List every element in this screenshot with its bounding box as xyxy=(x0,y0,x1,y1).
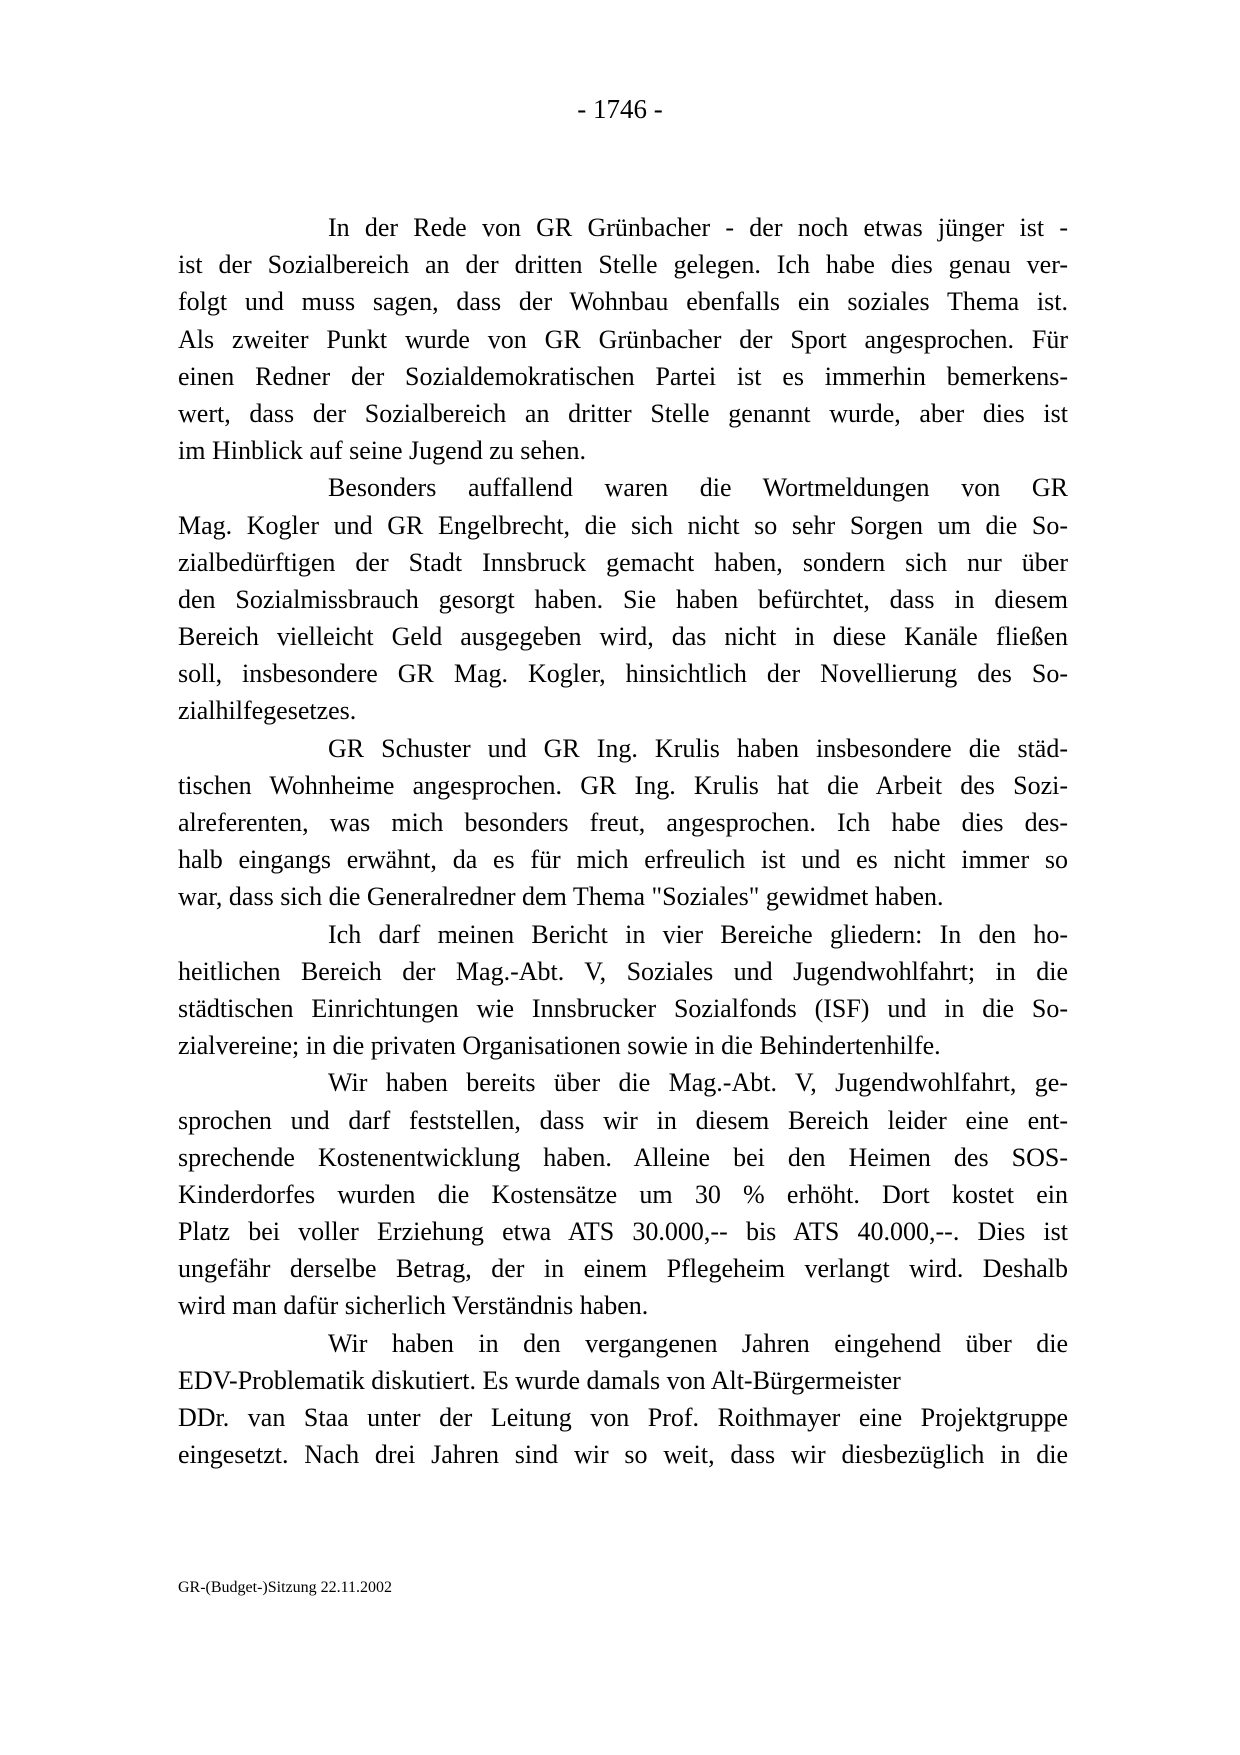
text-line: folgt und muss sagen, dass der Wohnbau ebenfalls ein soziales Thema ist. xyxy=(178,287,1068,317)
text-line: halb eingangs erwähnt, da es für mich erfreulich ist und es nicht immer so xyxy=(178,845,1068,875)
text-line: Ich darf meinen Bericht in vier Bereiche gliedern: In den ho- xyxy=(328,919,1068,949)
text-line: Kinderdorfes wurden die Kostensätze um 30 % erhöht. Dort kostet ein xyxy=(178,1179,1068,1209)
text-line: alreferenten, was mich besonders freut, angesprochen. Ich habe dies des- xyxy=(178,808,1068,837)
paragraph xyxy=(178,209,1068,469)
text-line: ungefähr derselbe Betrag, der in einem Pflegeheim verlangt wird. Deshalb xyxy=(178,1254,1068,1284)
page-number: - 1746 - xyxy=(577,94,663,124)
text-line: zialvereine; in die privaten Organisationen sowie in die Behindertenhilfe. xyxy=(178,1031,941,1061)
text-line: einen Redner der Sozialdemokratischen Partei ist es immerhin bemerkens- xyxy=(178,361,1068,391)
text-line: Als zweiter Punkt wurde von GR Grünbacher der Sport angesprochen. Für xyxy=(178,324,1068,354)
text-line: Wir haben bereits über die Mag.-Abt. V, Jugendwohlfahrt, ge- xyxy=(328,1068,1068,1098)
text-line: soll, insbesondere GR Mag. Kogler, hinsichtlich der Novellierung des So- xyxy=(178,659,1068,689)
text-line: eingesetzt. Nach drei Jahren sind wir so weit, dass wir diesbezüglich in die xyxy=(178,1440,1068,1470)
text-line: im Hinblick auf seine Jugend zu sehen. xyxy=(178,436,586,466)
text-line: den Sozialmissbrauch gesorgt haben. Sie haben befürchtet, dass in diesem xyxy=(178,584,1068,614)
paragraph xyxy=(178,469,1068,729)
text-line: zialhilfegesetzes. xyxy=(178,696,357,726)
text-line: EDV-Problematik diskutiert. Es wurde damals von Alt-Bürgermeister xyxy=(178,1365,901,1395)
text-line: sprochen und darf feststellen, dass wir in diesem Bereich leider eine ent- xyxy=(178,1105,1068,1135)
text-line: tischen Wohnheime angesprochen. GR Ing. Krulis hat die Arbeit des Sozi- xyxy=(178,770,1068,800)
text-line: zialbedürftigen der Stadt Innsbruck gemacht haben, sondern sich nur über xyxy=(178,547,1068,577)
text-line: wert, dass der Sozialbereich an dritter Stelle genannt wurde, aber dies ist xyxy=(178,398,1068,428)
footer-session-date: GR-(Budget-)Sitzung 22.11.2002 xyxy=(178,1579,393,1596)
text-line: städtischen Einrichtungen wie Innsbrucker Sozialfonds (ISF) und in die So- xyxy=(178,993,1068,1023)
text-line: sprechende Kostenentwicklung haben. Alleine bei den Heimen des SOS- xyxy=(178,1142,1068,1172)
text-line: war, dass sich die Generalredner dem Thema "Soziales" gewidmet haben. xyxy=(178,882,944,912)
text-line: DDr. van Staa unter der Leitung von Prof. Roithmayer eine Projektgruppe xyxy=(178,1403,1068,1432)
text-line: ist der Sozialbereich an der dritten Stelle gelegen. Ich habe dies genau ver- xyxy=(178,250,1068,280)
text-line: Platz bei voller Erziehung etwa ATS 30.000,-- bis ATS 40.000,--. Dies ist xyxy=(178,1217,1068,1247)
text-line: heitlichen Bereich der Mag.-Abt. V, Soziales und Jugendwohlfahrt; in die xyxy=(178,956,1068,986)
text-line: Wir haben in den vergangenen Jahren eingehend über die xyxy=(328,1328,1068,1358)
paragraph xyxy=(178,916,1068,1065)
text-line: wird man dafür sicherlich Verständnis haben. xyxy=(178,1291,649,1321)
text-line: Bereich vielleicht Geld ausgegeben wird, das nicht in diese Kanäle fließen xyxy=(178,622,1068,652)
text-line: Mag. Kogler und GR Engelbrecht, die sich nicht so sehr Sorgen um die So- xyxy=(178,510,1068,540)
paragraph xyxy=(178,1325,1068,1474)
body-text xyxy=(178,209,1068,1473)
text-line: Besonders auffallend waren die Wortmeldungen von GR xyxy=(328,473,1068,503)
text-line: In der Rede von GR Grünbacher - der noch etwas jünger ist - xyxy=(328,213,1068,242)
paragraph xyxy=(178,1064,1068,1324)
paragraph xyxy=(178,730,1068,916)
text-line: GR Schuster und GR Ing. Krulis haben insbesondere die städ- xyxy=(328,733,1068,763)
